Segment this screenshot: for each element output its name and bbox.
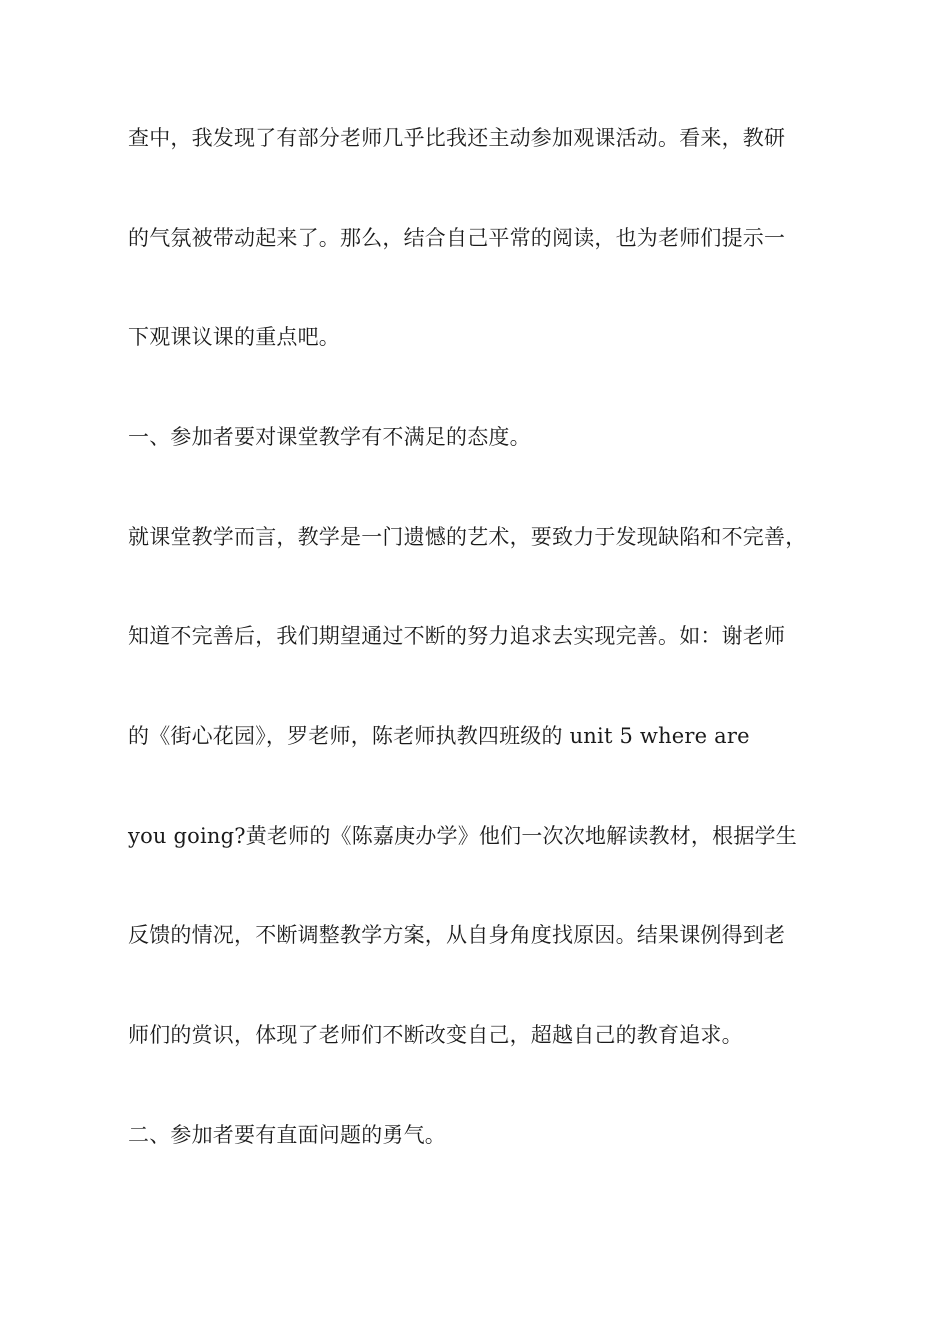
section-heading: 一、参加者要对课堂教学有不满足的态度。 (128, 425, 531, 449)
body-text-line: you going?黄老师的《陈嘉庚办学》他们一次次地解读教材，根据学生 (128, 824, 797, 848)
body-text-line: 反馈的情况，不断调整教学方案，从自身角度找原因。结果课例得到老 (128, 923, 786, 947)
body-text-line: 的气氛被带动起来了。那么，结合自己平常的阅读，也为老师们提示一 (128, 226, 786, 250)
body-text-line: 的《街心花园》，罗老师，陈老师执教四班级的 unit 5 where are (128, 724, 750, 748)
body-text-line: 师们的赏识，体现了老师们不断改变自己，超越自己的教育追求。 (128, 1023, 743, 1047)
body-text-line: 查中，我发现了有部分老师几乎比我还主动参加观课活动。看来，教研 (128, 126, 786, 150)
body-text-line: 知道不完善后，我们期望通过不断的努力追求去实现完善。如：谢老师 (128, 624, 786, 648)
body-text-line: 就课堂教学而言，教学是一门遗憾的艺术，要致力于发现缺陷和不完善， (128, 525, 807, 549)
body-text-line: 下观课议课的重点吧。 (128, 325, 340, 349)
section-heading: 二、参加者要有直面问题的勇气。 (128, 1123, 446, 1147)
